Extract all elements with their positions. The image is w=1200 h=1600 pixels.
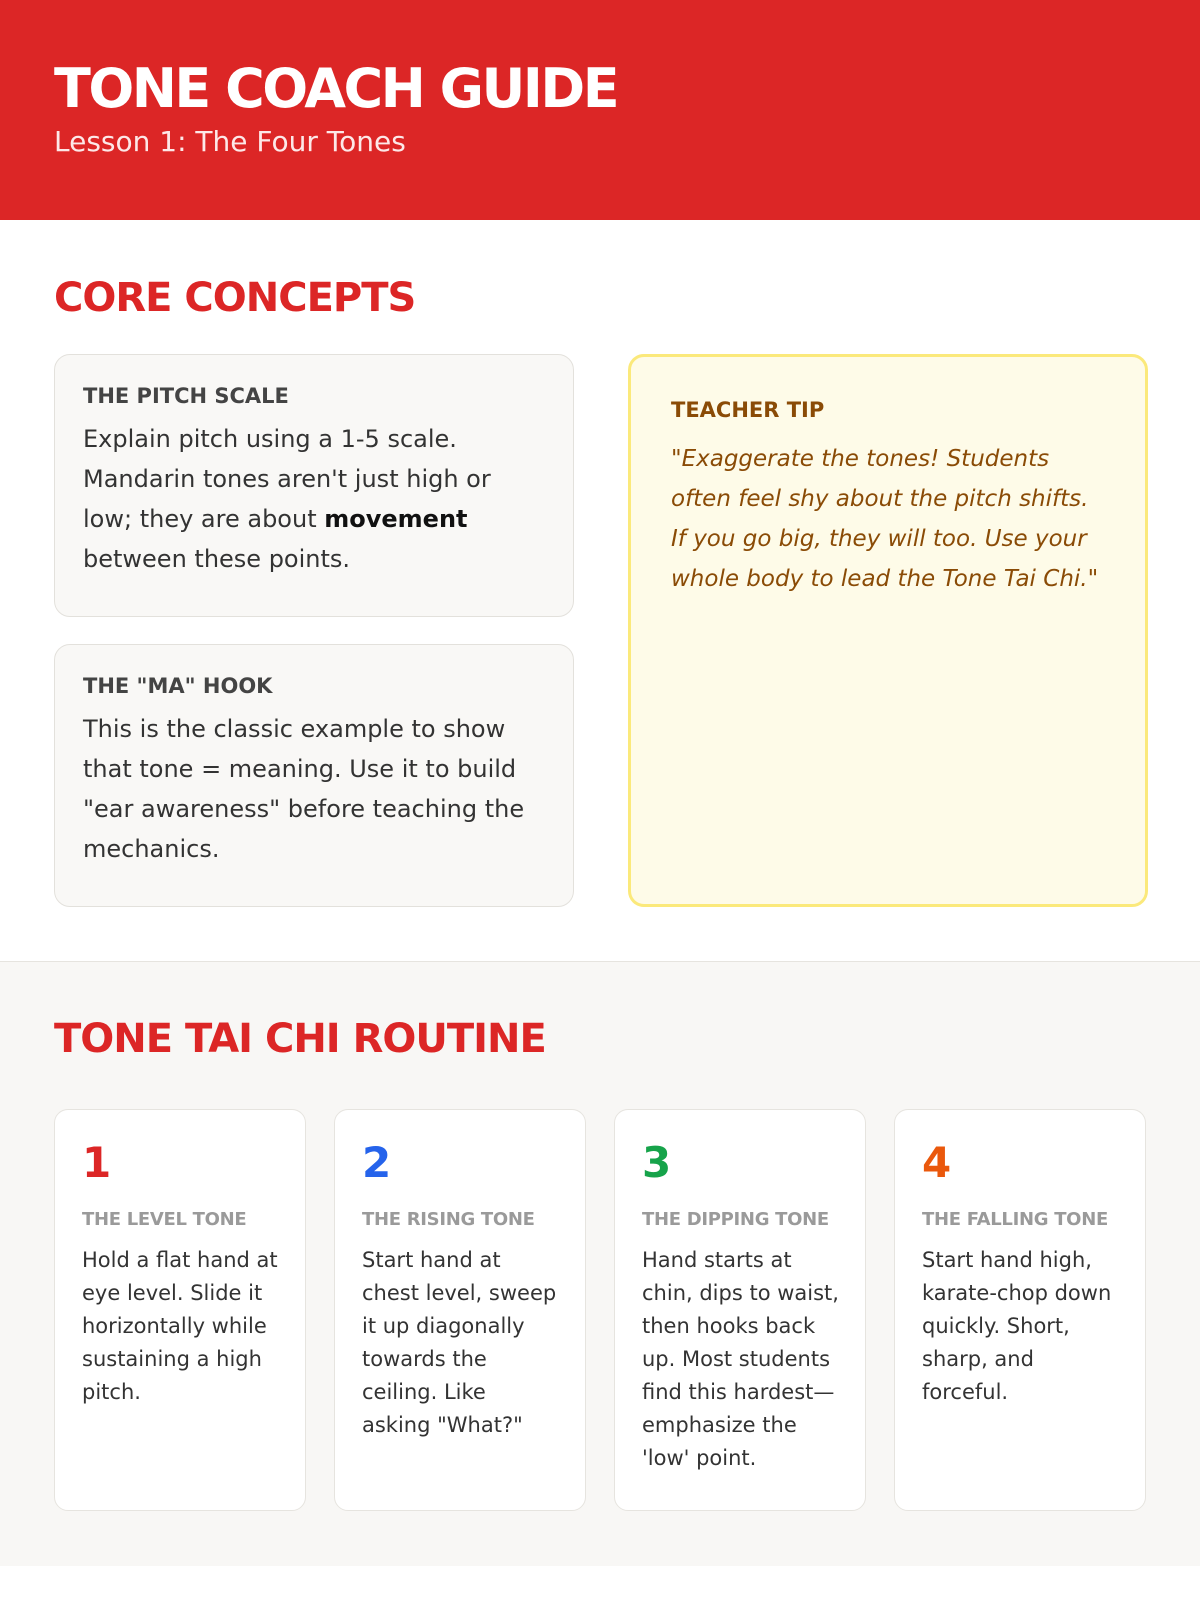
- pitch-scale-card: [54, 354, 574, 617]
- step-description: Hand starts at chin, dips to waist, then hooks back up. Most students find this hardest—emphasize the 'low' point.: [642, 1248, 839, 1470]
- step-card-dipping-tone: [614, 1109, 866, 1511]
- pitch-scale-title: THE PITCH SCALE: [83, 384, 289, 408]
- header-banner: [0, 0, 1200, 220]
- step-card-level-tone: [54, 1109, 306, 1511]
- step-number: 2: [362, 1138, 392, 1187]
- step-description: Start hand high, karate-chop down quickly. Short, sharp, and forceful.: [922, 1248, 1112, 1404]
- page-title: TONE COACH GUIDE: [54, 57, 618, 120]
- step-label: THE DIPPING TONE: [642, 1209, 829, 1230]
- step-label: THE FALLING TONE: [922, 1209, 1108, 1230]
- teacher-tip-title: TEACHER TIP: [671, 398, 825, 422]
- teacher-tip-card: [628, 354, 1148, 907]
- ma-hook-body: This is the classic example to show that tone = meaning. Use it to build "ear awareness" before teaching the mechanics.: [83, 715, 525, 863]
- ma-hook-card: [54, 644, 574, 907]
- step-card-rising-tone: [334, 1109, 586, 1511]
- step-number: 1: [82, 1138, 112, 1187]
- step-number: 4: [922, 1138, 952, 1187]
- routine-heading: TONE TAI CHI ROUTINE: [54, 1016, 546, 1062]
- ma-hook-title: THE "MA" HOOK: [83, 674, 273, 698]
- step-label: THE LEVEL TONE: [82, 1209, 247, 1230]
- step-description: Hold a flat hand at eye level. Slide it horizontally while sustaining a high pitch.: [82, 1248, 278, 1404]
- pitch-scale-body-emphasis: movement: [324, 505, 468, 533]
- pitch-scale-body-text: Explain pitch using a 1-5 scale. Mandarin tones aren't just high or low; they are about: [83, 425, 491, 533]
- core-concepts-heading: CORE CONCEPTS: [54, 275, 416, 321]
- step-number: 3: [642, 1138, 672, 1187]
- pitch-scale-body: [83, 419, 545, 579]
- step-label: THE RISING TONE: [362, 1209, 535, 1230]
- step-card-falling-tone: [894, 1109, 1146, 1511]
- step-description: Start hand at chest level, sweep it up diagonally towards the ceiling. Like asking "What?": [362, 1248, 557, 1437]
- lesson-subtitle: Lesson 1: The Four Tones: [54, 125, 406, 158]
- teacher-tip-quote: "Exaggerate the tones! Students often feel shy about the pitch shifts. If you go big, they will too. Use your whole body to lead the Tone Tai Chi.": [671, 446, 1099, 592]
- pitch-scale-body-end: between these points.: [83, 545, 351, 573]
